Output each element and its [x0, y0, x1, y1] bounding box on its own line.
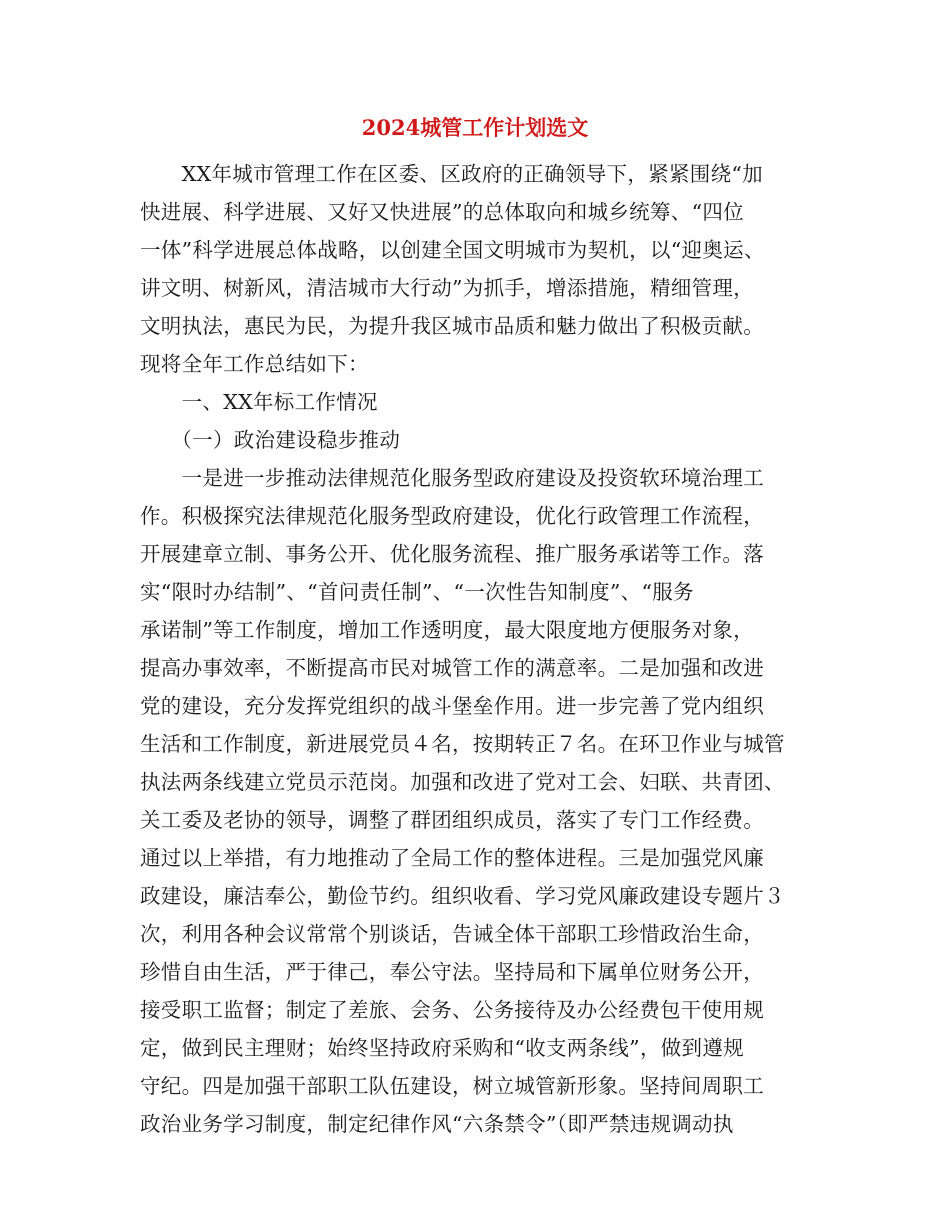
paragraph-line: 现将全年工作总结如下： — [140, 352, 369, 376]
paragraph-line: 政治业务学习制度，制定纪律作风“六条禁令”（即严禁违规调动执 — [140, 1112, 734, 1136]
paragraph-line: 珍惜自由生活，严于律己，奉公守法。坚持局和下属单位财务公开， — [140, 960, 764, 984]
paragraph-line: 一体”科学进展总体战略，以创建全国文明城市为契机，以“迎奥运、 — [140, 238, 765, 262]
paragraph-line: 接受职工监督；制定了差旅、会务、公务接待及办公经费包干使用规 — [140, 998, 764, 1022]
paragraph-line: 守纪。四是加强干部职工队伍建设，树立城管新形象。坚持间周职工 — [140, 1074, 764, 1098]
paragraph-line: 一是进一步推动法律规范化服务型政府建设及投资软环境治理工 — [140, 466, 764, 490]
paragraph-line: 通过以上举措，有力地推动了全局工作的整体进程。三是加强党风廉 — [140, 846, 764, 870]
paragraph-line: 讲文明、树新风，清洁城市大行动”为抓手，增添措施，精细管理， — [140, 276, 754, 300]
paragraph-line: 定，做到民主理财；始终坚持政府采购和“收支两条线”，做到遵规 — [140, 1036, 744, 1060]
paragraph-line: 提高办事效率，不断提高市民对城管工作的满意率。二是加强和改进 — [140, 656, 764, 680]
paragraph-line: 承诺制”等工作制度，增加工作透明度，最大限度地方便服务对象， — [140, 618, 754, 642]
paragraph-line: 实“限时办结制”、“首问责任制”、“一次性告知制度”、“服务 — [140, 580, 694, 604]
paragraph-line: 文明执法，惠民为民，为提升我区城市品质和魅力做出了积极贡献。 — [140, 314, 764, 338]
paragraph-line: 关工委及老协的领导，调整了群团组织成员，落实了专门工作经费。 — [140, 808, 764, 832]
paragraph-line: XX年城市管理工作在区委、区政府的正确领导下，紧紧围绕“加 — [140, 162, 763, 186]
paragraph-line: 作。积极探究法律规范化服务型政府建设，优化行政管理工作流程， — [140, 504, 764, 528]
paragraph-line: 党的建设，充分发挥党组织的战斗堡垒作用。进一步完善了党内组织 — [140, 694, 764, 718]
paragraph-line: 生活和工作制度，新进展党员４名，按期转正７名。在环卫作业与城管 — [140, 732, 785, 756]
paragraph-line: 执法两条线建立党员示范岗。加强和改进了党对工会、妇联、共青团、 — [140, 770, 785, 794]
paragraph-line: 快进展、科学进展、又好又快进展”的总体取向和城乡统筹、“四位 — [140, 200, 744, 224]
section-heading: 一、XX年标工作情况 — [140, 390, 378, 414]
document-title: 2024城管工作计划选文 — [361, 115, 589, 140]
paragraph-line: 次，利用各种会议常常个别谈话，告诫全体干部职工珍惜政治生命， — [140, 922, 764, 946]
paragraph-line: 开展建章立制、事务公开、优化服务流程、推广服务承诺等工作。落 — [140, 542, 764, 566]
paragraph-line: 政建设，廉洁奉公，勤俭节约。组织收看、学习党风廉政建设专题片３ — [140, 884, 785, 908]
subsection-heading: （一）政治建设稳步推动 — [140, 428, 401, 452]
